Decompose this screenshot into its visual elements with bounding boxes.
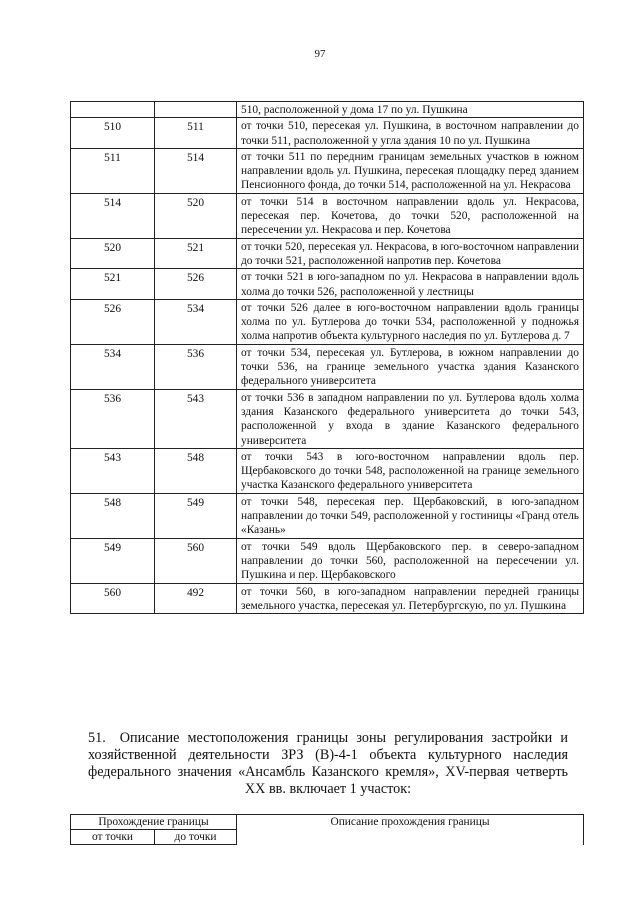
description-cell: 510, расположенной у дома 17 по ул. Пушкина (237, 102, 584, 118)
from-point-cell: 543 (71, 448, 155, 493)
boundary-table-body (71, 102, 584, 614)
description-cell: от точки 521 в юго-западном по ул. Некрасова в направлении вдоль холма до точки 526, расположенной у лестницы (237, 269, 584, 300)
table-row (71, 238, 584, 269)
to-point-cell: 492 (155, 583, 237, 614)
table-row (71, 389, 584, 448)
passage-header: Прохождение границы (71, 815, 237, 830)
to-point-cell: 536 (155, 344, 237, 389)
to-point-cell (155, 102, 237, 118)
table-row (71, 148, 584, 193)
from-point-cell (71, 102, 155, 118)
table-row (71, 193, 584, 238)
to-point-cell: 511 (155, 118, 237, 149)
to-point-cell: 560 (155, 538, 237, 583)
description-cell: от точки 514 в восточном направлении вдоль ул. Некрасова, пересекая пер. Кочетова, до точки 520, расположенной на пересечении ул. Некрасова и пер. Кочетова (237, 193, 584, 238)
table-row (71, 538, 584, 583)
to-point-cell: 514 (155, 148, 237, 193)
section-number: 51. (88, 730, 106, 746)
description-cell: от точки 510, пересекая ул. Пушкина, в восточном направлении до точки 511, расположенной у угла здания 10 по ул. Пушкина (237, 118, 584, 149)
table-row (71, 583, 584, 614)
from-point-cell: 548 (71, 493, 155, 538)
boundary-table (70, 101, 584, 614)
description-cell: от точки 534, пересекая ул. Бутлерова, в южном направлении до точки 536, на границе земельного участка здания Казанского федерального университета (237, 344, 584, 389)
table-row (71, 102, 584, 118)
from-point-cell: 549 (71, 538, 155, 583)
table-row (71, 118, 584, 149)
description-cell: от точки 548, пересекая пер. Щербаковский, в юго-западном направлении до точки 549, расположенной у гостиницы «Гранд отель «Казань» (237, 493, 584, 538)
to-point-cell: 534 (155, 299, 237, 344)
description-cell: от точки 549 вдоль Щербаковского пер. в северо-западном направлении до точки 560, расположенной на пересечении ул. Пушкина и пер. Щербаковского (237, 538, 584, 583)
section-51-table-header (70, 814, 584, 845)
description-cell: от точки 526 далее в юго-восточном направлении вдоль границы холма по ул. Бутлерова до точки 534, расположенной у подножья холма напротив объекта культурного наследия по ул. Бутлерова д. 7 (237, 299, 584, 344)
description-header: Описание прохождения границы (237, 815, 584, 845)
table-row (71, 448, 584, 493)
description-cell: от точки 560, в юго-западном направлении передней границы земельного участка, пересекая ул. Петербургскую, по ул. Пушкина (237, 583, 584, 614)
to-point-cell: 521 (155, 238, 237, 269)
from-point-cell: 526 (71, 299, 155, 344)
from-point-cell: 560 (71, 583, 155, 614)
table-row (71, 269, 584, 300)
to-point-cell: 520 (155, 193, 237, 238)
from-point-cell: 534 (71, 344, 155, 389)
table-row (71, 344, 584, 389)
to-point-cell: 549 (155, 493, 237, 538)
from-point-cell: 514 (71, 193, 155, 238)
description-cell: от точки 543 в юго-восточном направлении вдоль пер. Щербаковского до точки 548, расположенной на границе земельного участка Казанского федерального университета (237, 448, 584, 493)
description-cell: от точки 520, пересекая ул. Некрасова, в юго-восточном направлении до точки 521, расположенной напротив пер. Кочетова (237, 238, 584, 269)
from-point-cell: 511 (71, 148, 155, 193)
section-text: Описание местоположения границы зоны регулирования застройки и хозяйственной деятельности ЗРЗ (В)-4-1 объекта культурного наследия федерального значения «Ансамбль Казанского кремля», XV-первая четверть XX вв. включает 1 участок: (88, 730, 568, 797)
to-point-header: до точки (155, 830, 237, 845)
table-row (71, 493, 584, 538)
page-number: 97 (314, 48, 326, 60)
section-51-paragraph (88, 730, 568, 798)
from-point-cell: 520 (71, 238, 155, 269)
from-point-cell: 521 (71, 269, 155, 300)
to-point-cell: 548 (155, 448, 237, 493)
from-point-header: от точки (71, 830, 155, 845)
to-point-cell: 526 (155, 269, 237, 300)
from-point-cell: 536 (71, 389, 155, 448)
table-row (71, 299, 584, 344)
to-point-cell: 543 (155, 389, 237, 448)
description-cell: от точки 511 по передним границам земельных участков в южном направлении вдоль ул. Пушкина, пересекая площадку перед зданием Пенсионного фонда, до точки 514, расположенной на ул. Некрасова (237, 148, 584, 193)
from-point-cell: 510 (71, 118, 155, 149)
description-cell: от точки 536 в западном направлении по ул. Бутлерова вдоль холма здания Казанского федерального университета до точки 543, расположенной у входа в здание Казанского федерального университета (237, 389, 584, 448)
